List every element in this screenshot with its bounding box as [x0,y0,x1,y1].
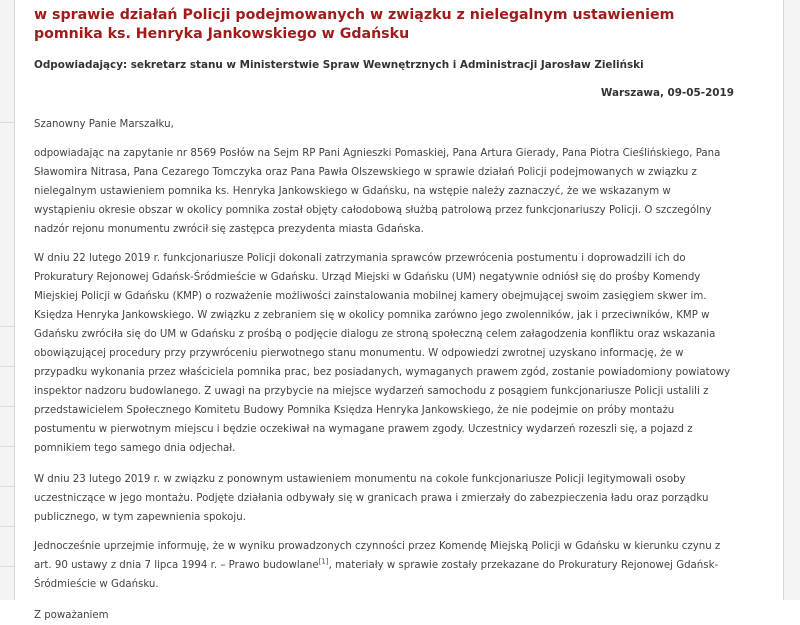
page-title: w sprawie działań Policji podejmowanych w związku z nielegalnym ustawieniem pomnika ks. Henryka Jankowskiego w Gdańsku [34,7,675,42]
paragraph-4-text-start: Jednocześnie uprzejmie informuję, że w wyniku prowadzonych czynności przez Komendę Miejską Policji w Gdańsku w kierunku czynu z art. 90 ustawy z dnia 7 lipca 1994 r. – Prawo budowlane [34,541,721,571]
paragraph-3: W dniu 23 lutego 2019 r. w związku z ponownym ustawieniem monumentu na cokole funkcjonariusze Policji legitymowali osoby uczestniczące w jego montażu. Podjęte działania odbywały się w granicach prawa i zmierzały do zabezpieczenia ładu oraz porządku publicznego, w tym zapewnienia spokoju. [34,474,709,523]
paragraph-4-text-end: , materiały w sprawie zostały przekazane do Prokuratury Rejonowej Gdańsk-Śródmieście w Gdańsku. [34,560,719,590]
document-content [34,0,734,625]
left-sidebar-edge [0,0,15,600]
footnote-link[interactable]: [1] [318,557,329,566]
document-date: Warszawa, 09-05-2019 [600,87,734,99]
closing: Z poważaniem [34,610,109,621]
right-sidebar-edge [783,0,800,600]
paragraph-1: odpowiadając na zapytanie nr 8569 Posłów na Sejm RP Pani Agnieszki Pomaskiej, Pana Artura Gierady, Pana Piotra Cieślińskiego, Pana Sławomira Nitrasa, Pana Cezarego Tomczyka oraz Pana Pawła Olszewskiego w sprawie działań Policji podejmowanych w związku z nielegalnym ustawieniem pomnika ks. Henryka Jankowskiego w Gdańsku, na wstępie należy zaznaczyć, że we wskazanym w wystąpieniu okresie obszar w okolicy pomnika został objęty całodobową służbą patrolową przez funkcjonariuszy Policji. O szczególny nadzór rejonu monumentu zwrócił się zastępca prezydenta miasta Gdańska. [34,148,721,235]
greeting: Szanowny Panie Marszałku, [34,119,174,130]
paragraph-4 [34,537,734,594]
responder-line: Odpowiadający: sekretarz stanu w Ministerstwie Spraw Wewnętrznych i Administracji Jarosław Zieliński [34,59,644,71]
paragraph-2: W dniu 22 lutego 2019 r. funkcjonariusze Policji dokonali zatrzymania sprawców przewrócenia postumentu i doprowadzili ich do Prokuratury Rejonowej Gdańsk-Śródmieście w Gdańsku. Urząd Miejski w Gdańsku (UM) negatywnie odniósł się do prośby Komendy Miejskiej Policji w Gdańsku (KMP) o rozważenie możliwości zainstalowania mobilnej kamery obejmującej swoim zasięgiem skwer im. Księdza Henryka Jankowskiego. W związku z zebraniem się w okolicy pomnika zarówno jego zwolenników, jak i przeciwników, KMP w Gdańsku zwróciła się do UM w Gdańsku z prośbą o podjęcie dialogu ze stroną społeczną celem załagodzenia konfliktu oraz wskazania obowiązującej procedury przy przywróceniu pierwotnego stanu monumentu. W odpowiedzi zwrotnej uzyskano informację, że w przypadku wykonania przez właściciela pomnika prac, bez posiadanych, wymaganych prawem zgód, zostanie powiadomiony powiatowy inspektor nadzoru budowlanego. Z uwagi na przybycie na miejsce wydarzeń samochodu z posągiem funkcjonariusze Policji ustalili z przedstawicielem Społecznego Komitetu Budowy Pomnika Księdza Henryka Jankowskiego, że nie podejmie on próby montażu postumentu w pierwotnym miejscu i będzie oczekiwał na wymagane prawem zgody. Uczestnicy wydarzeń rozeszli się, a pojazd z pomnikiem tego samego dnia odjechał. [34,253,731,454]
